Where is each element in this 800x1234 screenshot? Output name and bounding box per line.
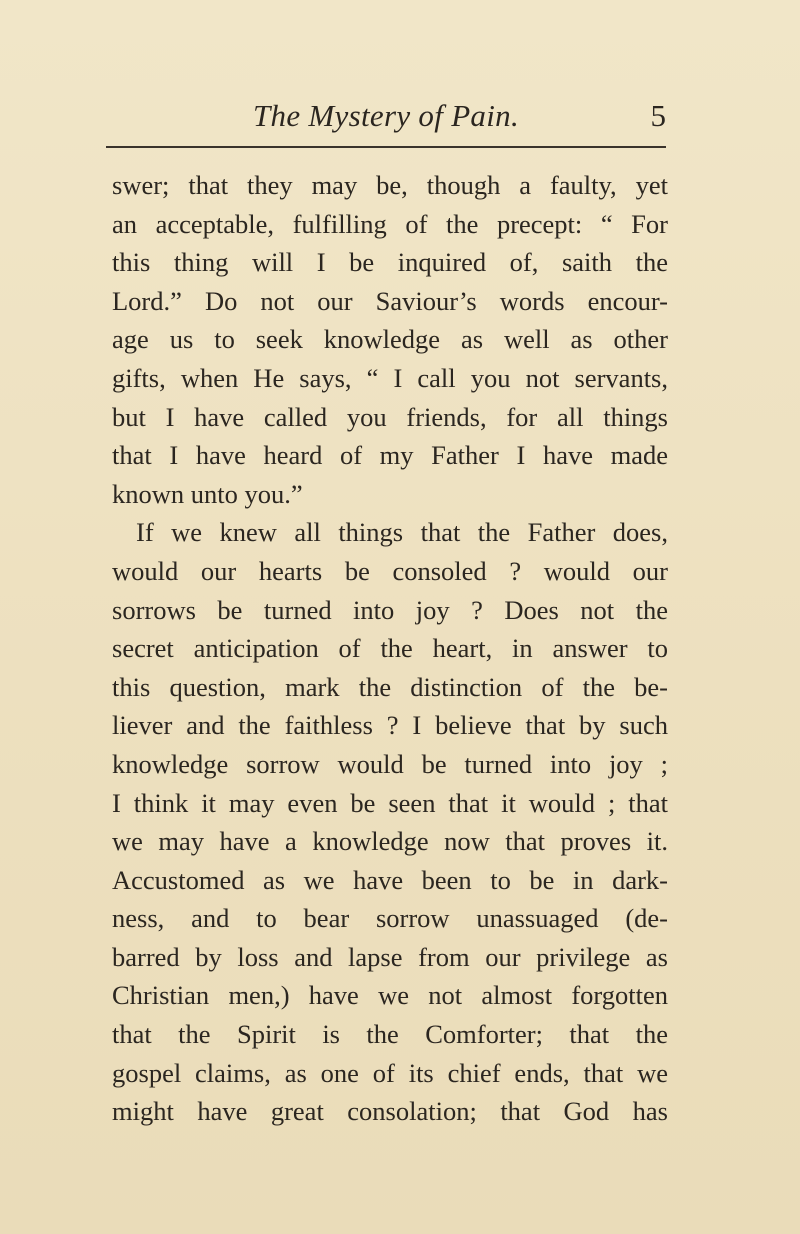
text-line: sorrows be turned into joy ? Does not the: [112, 594, 668, 625]
running-title: The Mystery of Pain.: [252, 98, 519, 133]
page-number: 5: [650, 98, 666, 133]
text-line: might have great consolation; that God has: [112, 1096, 668, 1127]
text-line: swer; that they may be, though a faulty, yet: [112, 170, 668, 200]
text-line: this question, mark the distinction of the be-: [112, 671, 668, 702]
text-line: liever and the faithless ? I believe that by such: [112, 710, 668, 741]
text-line: an acceptable, fulfilling of the precept: “ For: [112, 208, 668, 239]
page-header: [106, 96, 666, 136]
text-line: secret anticipation of the heart, in answer to: [112, 633, 668, 664]
text-line: but I have called you friends, for all things: [112, 401, 668, 432]
text-line: that the Spirit is the Comforter; that the: [112, 1019, 668, 1050]
text-line: barred by loss and lapse from our privilege as: [112, 941, 668, 972]
text-line: I think it may even be seen that it would ; that: [112, 787, 668, 818]
text-line: would our hearts be consoled ? would our: [112, 555, 668, 586]
text-line: that I have heard of my Father I have made: [112, 440, 668, 471]
text-line: Christian men,) have we not almost forgotten: [112, 980, 668, 1011]
text-line: age us to seek knowledge as well as other: [112, 324, 668, 355]
text-line: knowledge sorrow would be turned into joy ;: [112, 748, 668, 779]
text-line: known unto you.”: [112, 478, 303, 509]
header-rule: [106, 146, 666, 148]
body-text: [112, 166, 668, 1131]
text-line: Accustomed as we have been to be in dark-: [112, 864, 668, 895]
text-line: If we knew all things that the Father does,: [136, 517, 668, 548]
text-line: ness, and to bear sorrow unassuaged (de-: [112, 903, 668, 934]
text-line: gospel claims, as one of its chief ends, that we: [112, 1057, 668, 1088]
text-line: gifts, when He says, “ I call you not servants,: [112, 362, 668, 393]
text-line: Lord.” Do not our Saviour’s words encour-: [112, 285, 668, 316]
text-line: we may have a knowledge now that proves it.: [112, 826, 668, 857]
text-line: this thing will I be inquired of, saith the: [112, 247, 668, 278]
